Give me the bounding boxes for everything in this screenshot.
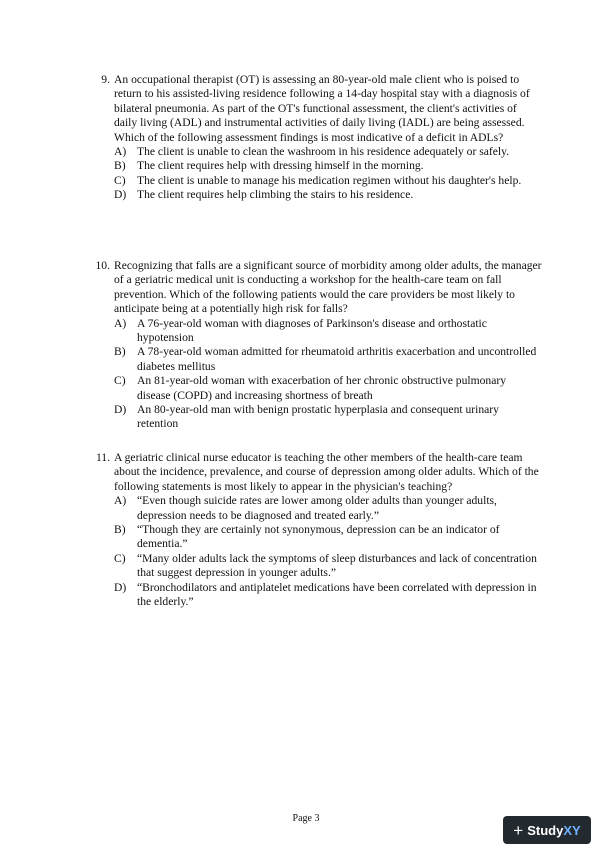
option-letter: C) (114, 374, 126, 388)
answer-option-b (92, 523, 542, 552)
logo-text-accent: XY (563, 822, 581, 838)
option-text: “Bronchodilators and antiplatelet medications have been correlated with depression in the elderly.” (137, 580, 537, 609)
option-letter: D) (114, 403, 127, 417)
answer-option-d (92, 403, 542, 432)
answer-option-b (92, 345, 542, 374)
option-letter: A) (114, 316, 127, 330)
question-9 (92, 73, 542, 203)
answer-options (92, 494, 542, 609)
answer-option-a (92, 317, 542, 346)
question-stem-row (92, 451, 542, 494)
option-letter: A) (114, 145, 127, 159)
option-text: “Even though suicide rates are lower among older adults than younger adults, depression needs to be diagnosed and treated early.” (137, 494, 497, 522)
option-text: A 78-year-old woman admitted for rheumatoid arthritis exacerbation and uncontrolled diabetes mellitus (137, 345, 537, 373)
option-text: The client requires help climbing the stairs to his residence. (137, 188, 414, 202)
answer-option-c (92, 174, 542, 188)
answer-options (92, 317, 542, 432)
question-10 (92, 259, 542, 432)
option-text: “Though they are certainly not synonymous, depression can be an indicator of dementia.” (137, 523, 500, 551)
question-stem-row (92, 259, 542, 317)
option-letter: B) (114, 523, 126, 537)
option-text: “Many older adults lack the symptoms of sleep disturbances and lack of concentration that suggest depression in younger adults.” (137, 551, 537, 580)
question-11 (92, 451, 542, 609)
question-stem: A geriatric clinical nurse educator is teaching the other members of the health-care team about the incidence, prevalence, and course of depression among older adults. Which of the following statements is most likely to appear in the physician's teaching? (114, 451, 539, 493)
question-stem: Recognizing that falls are a significant source of morbidity among older adults, the manager of a geriatric medical unit is conducting a workshop for the health-care team on fall prevention. Which of the following patients would the care providers be most likely to anticipate being at a potentially high risk for falls? (114, 259, 542, 316)
question-number: 9. (101, 73, 110, 86)
answer-options (92, 145, 542, 203)
answer-option-d (92, 581, 542, 610)
answer-option-a (92, 494, 542, 523)
answer-option-c (92, 552, 542, 581)
logo-text-main: Study (527, 822, 564, 838)
question-stem: An occupational therapist (OT) is assessing an 80-year-old male client who is poised to return to his assisted-living residence following a 14-day hospital stay with a diagnosis of bilateral pneumonia. As part of the OT's functional assessment, the client's activities of daily living (ADL) and instrumental activities of daily living (IADL) are being assessed. Which of the following assessment findings is most indicative of a deficit in ADLs? (114, 73, 530, 144)
answer-option-a (92, 145, 542, 159)
option-letter: B) (114, 159, 126, 173)
option-letter: B) (114, 345, 126, 359)
option-letter: C) (114, 173, 126, 187)
answer-option-d (92, 188, 542, 202)
option-text: A 76-year-old woman with diagnoses of Parkinson's disease and orthostatic hypotension (137, 316, 487, 345)
studyxy-logo[interactable] (503, 816, 591, 844)
question-number: 11. (95, 451, 110, 464)
page-number: Page 3 (292, 813, 320, 824)
answer-option-b (92, 159, 542, 173)
option-text: An 80-year-old man with benign prostatic hyperplasia and consequent urinary retention (137, 403, 499, 431)
plus-icon: + (513, 820, 524, 840)
option-letter: A) (114, 494, 127, 508)
option-letter: C) (114, 551, 126, 565)
option-text: An 81-year-old woman with exacerbation of her chronic obstructive pulmonary disease (COPD) and increasing shortness of breath (137, 374, 507, 402)
option-letter: D) (114, 188, 127, 202)
option-letter: D) (114, 580, 127, 594)
option-text: The client requires help with dressing himself in the morning. (137, 159, 424, 173)
question-stem-row (92, 73, 542, 145)
question-number: 10. (95, 259, 110, 272)
option-text: The client is unable to clean the washroom in his residence adequately or safely. (137, 145, 510, 159)
answer-option-c (92, 374, 542, 403)
option-text: The client is unable to manage his medication regimen without his daughter's help. (137, 173, 522, 187)
